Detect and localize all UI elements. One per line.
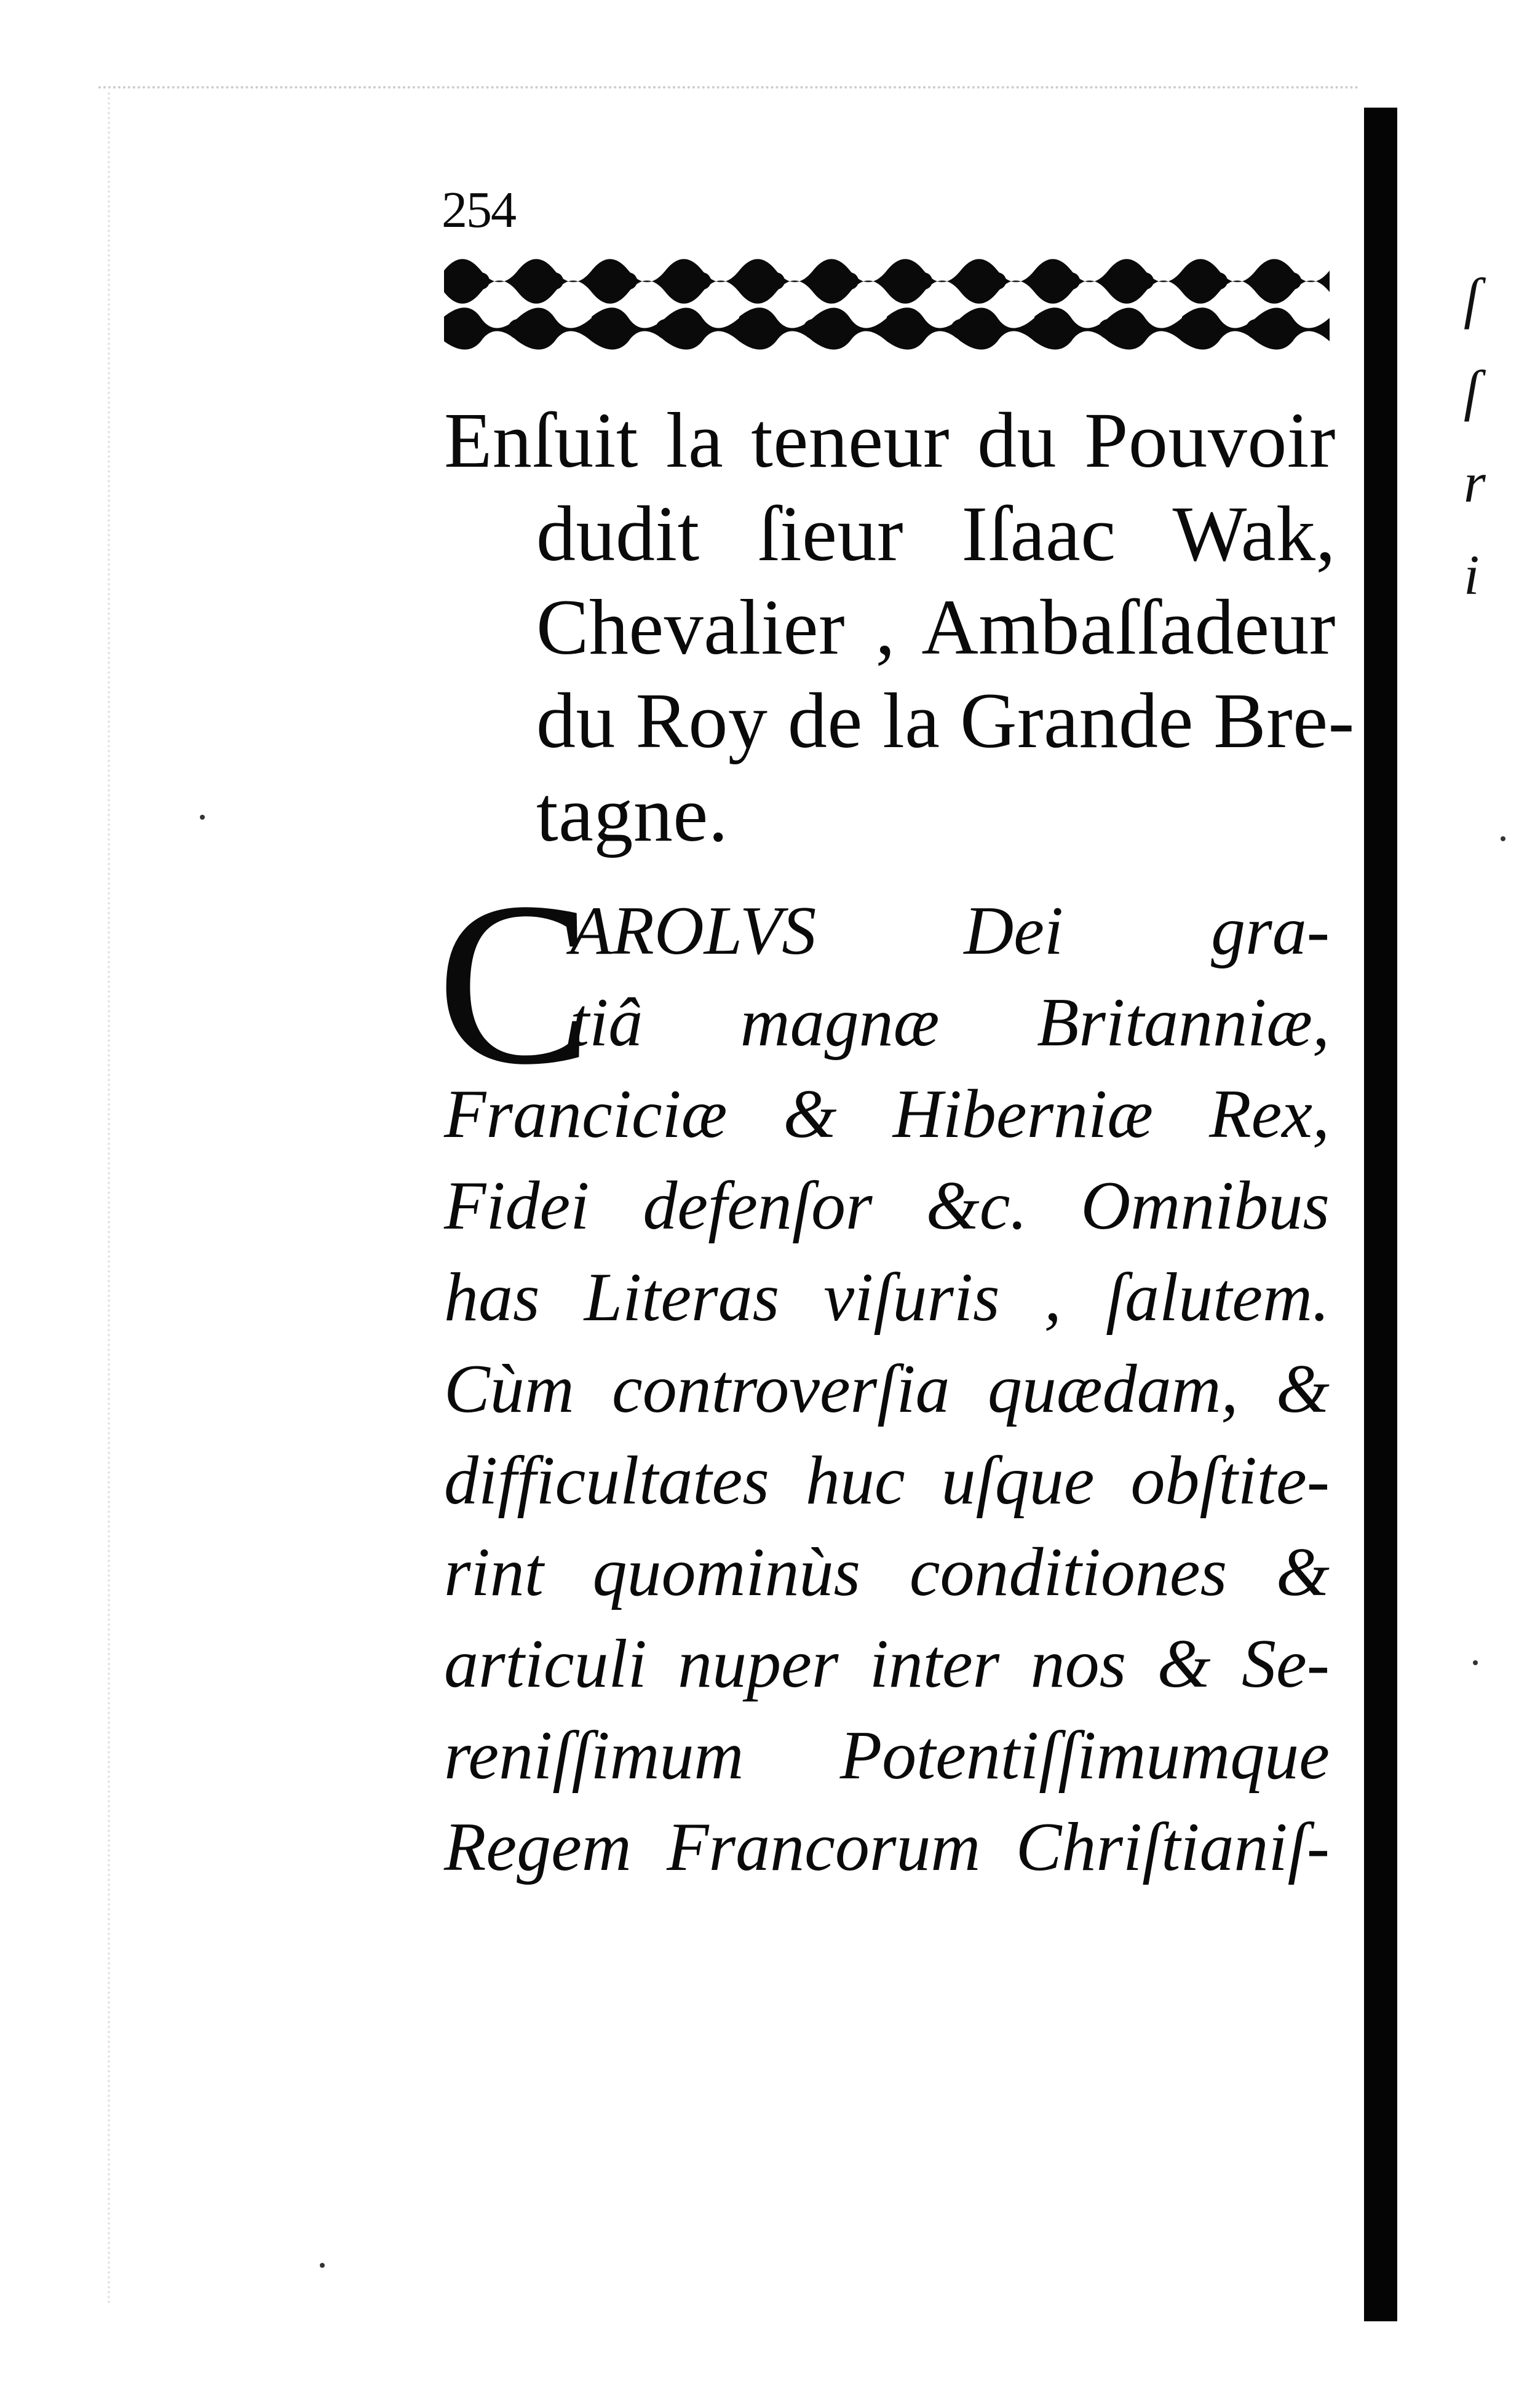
latin-line: tiâ magnæ Britanniæ,: [570, 984, 1330, 1061]
paper-speck: [1501, 836, 1505, 841]
latin-line: Cùm controverſia quædam, &: [444, 1351, 1330, 1427]
latin-line: has Literas viſuris , ſalutem.: [444, 1259, 1330, 1336]
latin-line: reniſſimum Potentiſſimumque: [444, 1717, 1330, 1794]
latin-line: Regem Francorum Chriſtianiſ-: [444, 1809, 1330, 1885]
facing-page-letter: ſ: [1464, 359, 1480, 422]
heading-line: dudit ſieur Iſaac Wak,: [536, 490, 1336, 577]
page-number: 254: [442, 181, 515, 239]
latin-text-block: [444, 885, 1330, 1893]
latin-line: Fidei defenſor &c. Omnibus: [444, 1168, 1330, 1244]
heading-line: Chevalier , Ambaſſadeur: [536, 584, 1336, 671]
heading-line: du Roy de la Grande Bre-: [536, 677, 1355, 764]
heading-line: tagne.: [536, 770, 729, 858]
latin-line: AROLVS Dei gra-: [570, 893, 1330, 969]
paper-speck: [320, 2263, 325, 2268]
heading-block: [444, 394, 1355, 861]
latin-line: difficultates huc uſque obſtite-: [444, 1443, 1330, 1519]
facing-page-margin: [1464, 252, 1513, 621]
ornament-headpiece: [444, 249, 1330, 354]
paper-speck: [200, 815, 205, 820]
page-left-edge: [108, 92, 110, 2306]
facing-page-letter: r: [1464, 451, 1486, 514]
latin-line: rint quominùs conditiones &: [444, 1534, 1330, 1610]
binding-shadow-bar: [1364, 108, 1397, 2321]
paper-speck: [1473, 1660, 1478, 1665]
page-top-edge: [98, 86, 1359, 89]
latin-line: articuli nuper inter nos & Se-: [444, 1626, 1330, 1702]
facing-page-letter: ſ: [1464, 267, 1480, 330]
drop-cap: C: [437, 854, 593, 1113]
latin-line: Franciciæ & Hiberniæ Rex,: [444, 1076, 1330, 1152]
facing-page-letter: i: [1464, 544, 1480, 606]
heading-line: Enſuit la teneur du Pouvoir: [444, 397, 1336, 484]
